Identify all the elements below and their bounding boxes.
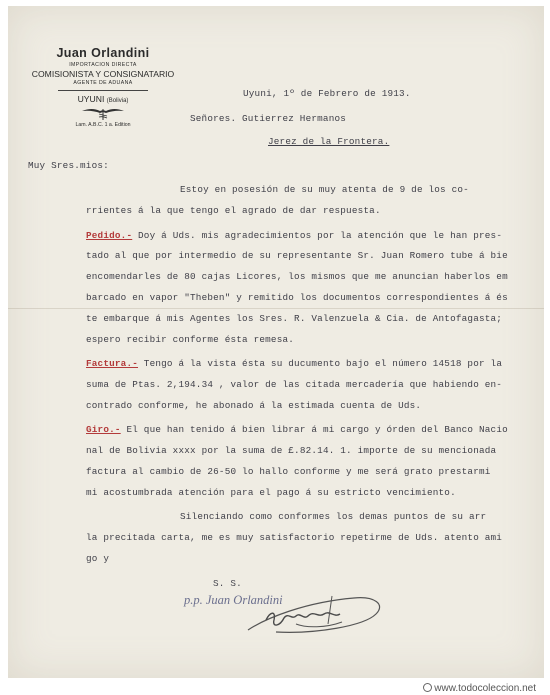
body-line: contrado conforme, he abonado á la estimada cuenta de Uds. (86, 400, 422, 411)
recipient-name: Señores. Gutierrez Hermanos (190, 113, 347, 124)
body-line: espero recibir conforme ésta remesa. (86, 334, 295, 345)
body-line: mi acostumbrada atención para el pago á su estricto vencimiento. (86, 487, 456, 498)
fold-line (8, 308, 544, 309)
body-line: barcado en vapor "Theben" y remitido los documentos correspondientes á és (86, 292, 508, 303)
letterhead-line3: AGENTE DE ADUANA (73, 80, 133, 86)
letterhead (28, 46, 178, 128)
letterhead-line2: COMISIONISTA Y CONSIGNATARIO (31, 69, 175, 79)
body-line: te embarque á mis Agentes los Sres. R. Valenzuela & Cia. de Antofagasta; (86, 313, 503, 324)
body-line: Estoy en posesión de su muy atenta de 9 de los co- (180, 184, 469, 195)
footer-text: www.todocoleccion.net (434, 683, 536, 694)
body-line: factura al cambio de 26-50 lo hallo conforme y me será grato prestarmi (86, 466, 491, 477)
body-line: encomendarles de 80 cajas Licores, los mismos que me anuncian haberlos em (86, 271, 508, 282)
body-line: Giro.- El que han tenido á bien librar á mi cargo y órden del Banco Nacio (86, 424, 508, 435)
closing-ss: S. S. (213, 578, 242, 589)
section-label-pedido: Pedido.- (86, 230, 133, 241)
body-line: Factura.- Tengo á la vista ésta su ducumento bajo el número 14518 por la (86, 358, 503, 369)
letterhead-code: Lam. A.B.C. 1 a. Edition (75, 122, 131, 128)
letterhead-country: (Bolivia) (106, 98, 129, 104)
body-line: la precitada carta, me es muy satisfactorio repetirme de Uds. atento ami (86, 532, 503, 543)
body-line: tado al que por intermedio de su representante Sr. Juan Romero tube á bie (86, 250, 508, 261)
letterhead-location (28, 94, 178, 104)
body-line: suma de Ptas. 2,194.34 , valor de las citada mercadería que habiendo en- (86, 379, 503, 390)
letterhead-city: UYUNI (77, 94, 105, 104)
body-line: Pedido.- Doy á Uds. mis agradecimientos por la atención que le han pres- (86, 230, 503, 241)
signature-image (236, 590, 396, 640)
letter-sheet (8, 6, 544, 678)
body-line: Silenciando como conformes los demas puntos de su arr (180, 511, 487, 522)
body-line: go y (86, 553, 110, 564)
recipient-city: Jerez de la Frontera. (268, 136, 390, 147)
date-line: Uyuni, 1º de Febrero de 1913. (243, 88, 411, 99)
watermark-footer (0, 683, 550, 695)
letterhead-rule (58, 90, 148, 91)
body-line: rrientes á la que tengo el agrado de dar respuesta. (86, 205, 381, 216)
letterhead-name: Juan Orlandini (56, 46, 150, 60)
section-label-factura: Factura.- (86, 358, 139, 369)
site-icon (423, 683, 432, 692)
letterhead-line1: IMPORTACION DIRECTA (69, 62, 137, 68)
company-stamp: p.p. Juan Orlandini (184, 593, 283, 607)
section-label-giro: Giro.- (86, 424, 121, 435)
salutation: Muy Sres.mios: (28, 160, 109, 171)
body-line: nal de Bolivia xxxx por la suma de £.82.14. 1. importe de su mencionada (86, 445, 497, 456)
caduceus-icon (28, 106, 178, 120)
